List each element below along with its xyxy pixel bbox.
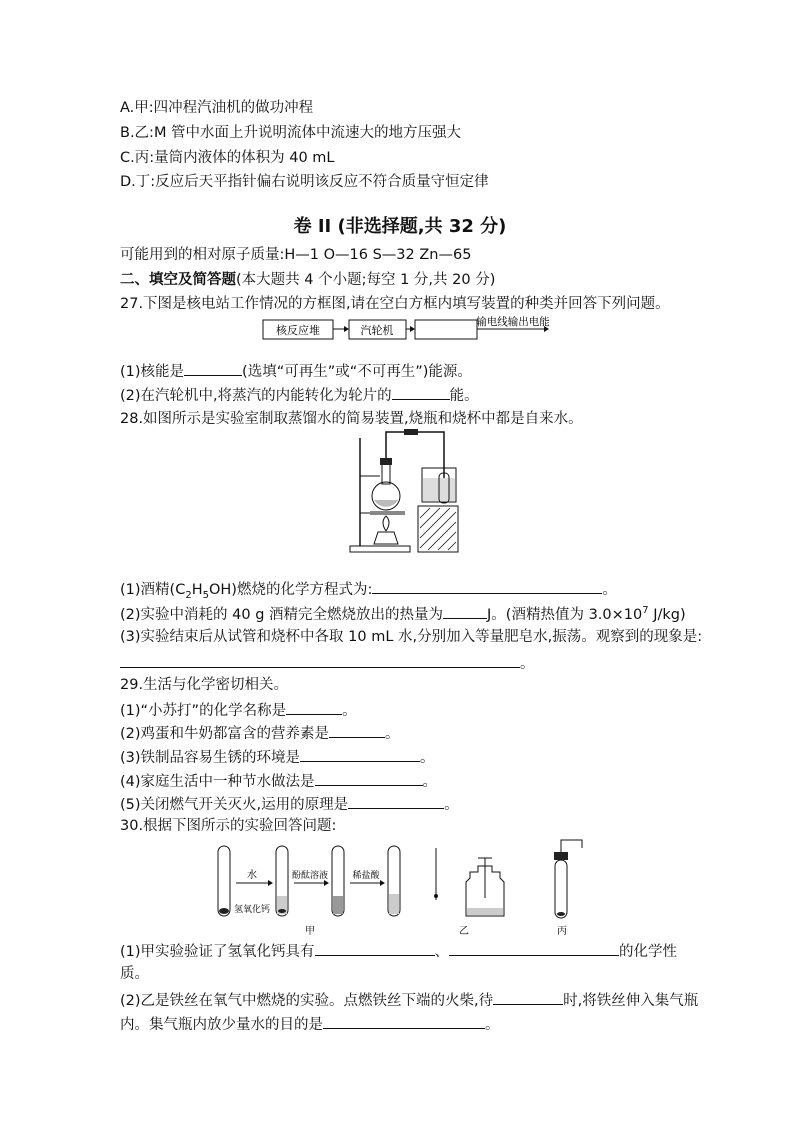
q30-experiment-diagram xyxy=(210,838,600,938)
arrow-water-head xyxy=(268,880,273,886)
stand-base xyxy=(350,546,410,552)
distillation-apparatus xyxy=(340,428,460,558)
block-hatching xyxy=(420,508,456,550)
label-jia: 甲 xyxy=(305,926,315,937)
q27-stem: 27.下图是核电站工作情况的方框图,请在空白方框内填写装置的种类并回答下列问题。 xyxy=(120,296,670,312)
part-heading xyxy=(120,270,495,290)
answer-blank[interactable] xyxy=(315,770,423,786)
q27-flow-diagram xyxy=(262,315,552,345)
q30-p2-text: (2)乙是铁丝在氧气中燃烧的实验。点燃铁丝下端的火柴,待 xyxy=(120,993,494,1009)
q28-p2-a: (2)实验中消耗的 40 g 酒精完全燃烧放出的热量为 xyxy=(120,607,444,623)
answer-blank[interactable] xyxy=(443,603,487,619)
q28-p1-c: OH)燃烧的化学方程式为: xyxy=(208,582,373,598)
liquid-4 xyxy=(389,894,399,914)
answer-blank[interactable] xyxy=(120,652,520,668)
q27-p2-text: (2)在汽轮机中,将蒸汽的内能转化为轮片的 xyxy=(120,388,392,404)
q30-part1-cont: 质。 xyxy=(120,966,149,982)
q27-p1-tail: (选填“可再生”或“不可再生”)能源。 xyxy=(242,364,472,380)
q30-part2 xyxy=(120,989,698,1011)
flask-stopper xyxy=(380,458,392,465)
q28-p1-end: 。 xyxy=(602,582,617,598)
q30-p1-sep: 、 xyxy=(434,944,450,960)
q29-p2-end: 。 xyxy=(385,726,400,742)
q27-p1-text: (1)核能是 xyxy=(120,364,185,380)
q28-p1-sub1: 2 xyxy=(185,589,192,601)
label-acid: 稀盐酸 xyxy=(352,871,380,881)
q30-p1-text: (1)甲实验验证了氢氧化钙具有 xyxy=(120,944,315,960)
flask-water xyxy=(374,500,398,507)
label-phenol: 酚酞溶液 xyxy=(291,871,329,881)
tube-connector xyxy=(404,429,418,435)
answer-blank[interactable] xyxy=(449,940,619,956)
test-tube-bing xyxy=(555,860,567,918)
option-d: D.丁:反应后天平指针偏右说明该反应不符合质量守恒定律 xyxy=(120,174,489,190)
q29-part3 xyxy=(120,746,435,768)
powder-bing xyxy=(557,912,565,916)
q29-stem: 29.生活与化学密切相关。 xyxy=(120,677,289,693)
q27-part2 xyxy=(120,384,479,406)
label-yi: 乙 xyxy=(459,926,469,937)
reactor-label: 核反应堆 xyxy=(276,324,320,337)
test-tube-1 xyxy=(218,846,230,916)
option-b: B.乙:M 管中水面上升说明流体中流速大的地方压强大 xyxy=(120,125,462,141)
q28-p1-b: H xyxy=(191,582,203,598)
bottle-water xyxy=(467,908,503,915)
q29-p1-end: 。 xyxy=(342,703,357,719)
q28-p3-end: 。 xyxy=(520,656,535,672)
wire-gauze xyxy=(370,511,405,515)
answer-blank[interactable] xyxy=(300,746,420,762)
q30-p2-end: 。 xyxy=(485,1017,500,1033)
q28-part1 xyxy=(120,578,617,600)
answer-blank[interactable] xyxy=(493,989,563,1005)
q28-p2-sup: 7 xyxy=(642,605,649,617)
answer-blank[interactable] xyxy=(329,722,385,738)
powder-1 xyxy=(219,908,229,914)
q29-part5 xyxy=(120,793,459,815)
q28-p2-c: J/kg) xyxy=(648,607,686,623)
powder-2 xyxy=(278,909,286,913)
q29-p3-end: 。 xyxy=(420,750,435,766)
option-a: A.甲:四冲程汽油机的做功冲程 xyxy=(120,100,314,116)
q29-p4-text: (4)家庭生活中一种节水做法是 xyxy=(120,774,315,790)
option-c: C.丙:量筒内液体的体积为 40 mL xyxy=(120,150,335,166)
q29-p5-end: 。 xyxy=(444,797,459,813)
q29-p5-text: (5)关闭燃气开关灭火,运用的原理是 xyxy=(120,797,349,813)
q27-p2-tail: 能。 xyxy=(449,388,479,404)
q28-part3-answer xyxy=(120,652,535,674)
turbine-label: 汽轮机 xyxy=(360,324,394,337)
bent-tube xyxy=(561,840,582,852)
q27-part1 xyxy=(120,360,472,382)
q29-p4-end: 。 xyxy=(422,774,438,790)
part-label: 二、填空及简答题 xyxy=(120,272,236,288)
support-block xyxy=(418,506,458,552)
q30-p2-c: 内。集气瓶内放少量水的目的是 xyxy=(120,1017,323,1033)
answer-blank[interactable] xyxy=(184,360,242,376)
q29-p3-text: (3)铁制品容易生锈的环境是 xyxy=(120,750,301,766)
q29-p1-text: (1)“小苏打”的化学名称是 xyxy=(120,703,287,719)
arrow-acid-head xyxy=(380,880,385,886)
stopper-bing xyxy=(554,852,568,860)
flask-neck xyxy=(382,464,390,484)
q29-part1 xyxy=(120,699,357,721)
q30-p1-tail: 的化学性 xyxy=(619,944,678,960)
q28-p1-sub2: 5 xyxy=(202,589,209,601)
answer-blank[interactable] xyxy=(372,578,602,594)
flame xyxy=(383,516,389,531)
blank-device-box xyxy=(415,320,477,339)
q30-p2-mid: 时,将铁丝伸入集气瓶 xyxy=(563,993,699,1009)
answer-blank[interactable] xyxy=(348,793,444,809)
q29-part2 xyxy=(120,722,400,744)
q28-part3: (3)实验结束后从试管和烧杯中各取 10 mL 水,分别加入等量肥皂水,振荡。观察到的现象是: xyxy=(120,629,703,645)
label-water: 水 xyxy=(247,870,257,881)
label-bing: 丙 xyxy=(557,926,567,937)
q28-p2-b: J。(酒精热值为 3.0×10 xyxy=(487,607,643,623)
q29-p2-text: (2)鸡蛋和牛奶都富含的营养素是 xyxy=(120,726,330,742)
output-label: 输电线输出电能 xyxy=(476,316,550,328)
section-title: 卷 II (非选择题,共 32 分) xyxy=(293,216,507,237)
match-head xyxy=(434,894,438,898)
q30-stem: 30.根据下图所示的实验回答问题: xyxy=(120,818,337,834)
q28-stem: 28.如图所示是实验室制取蒸馏水的简易装置,烧瓶和烧杯中都是自来水。 xyxy=(120,411,583,427)
label-caoh: 氢氧化钙 xyxy=(233,905,271,915)
part-note: (本大题共 4 个小题;每空 1 分,共 20 分) xyxy=(236,272,496,288)
flow-arrow-2-head xyxy=(410,326,415,332)
answer-blank[interactable] xyxy=(392,384,450,400)
answer-blank[interactable] xyxy=(323,1013,485,1029)
answer-blank[interactable] xyxy=(315,940,435,956)
q28-p1-a: (1)酒精(C xyxy=(120,582,186,598)
answer-blank[interactable] xyxy=(286,699,342,715)
q29-part4 xyxy=(120,770,437,792)
flow-arrow-1-head xyxy=(344,326,349,332)
atomic-masses: 可能用到的相对原子质量:H—1 O—16 S—32 Zn—65 xyxy=(120,247,472,263)
q28-part2 xyxy=(120,603,686,625)
alcohol-lamp xyxy=(374,532,398,544)
q30-part2-cont xyxy=(120,1013,500,1035)
liquid-3 xyxy=(333,896,343,914)
q30-part1 xyxy=(120,940,677,962)
